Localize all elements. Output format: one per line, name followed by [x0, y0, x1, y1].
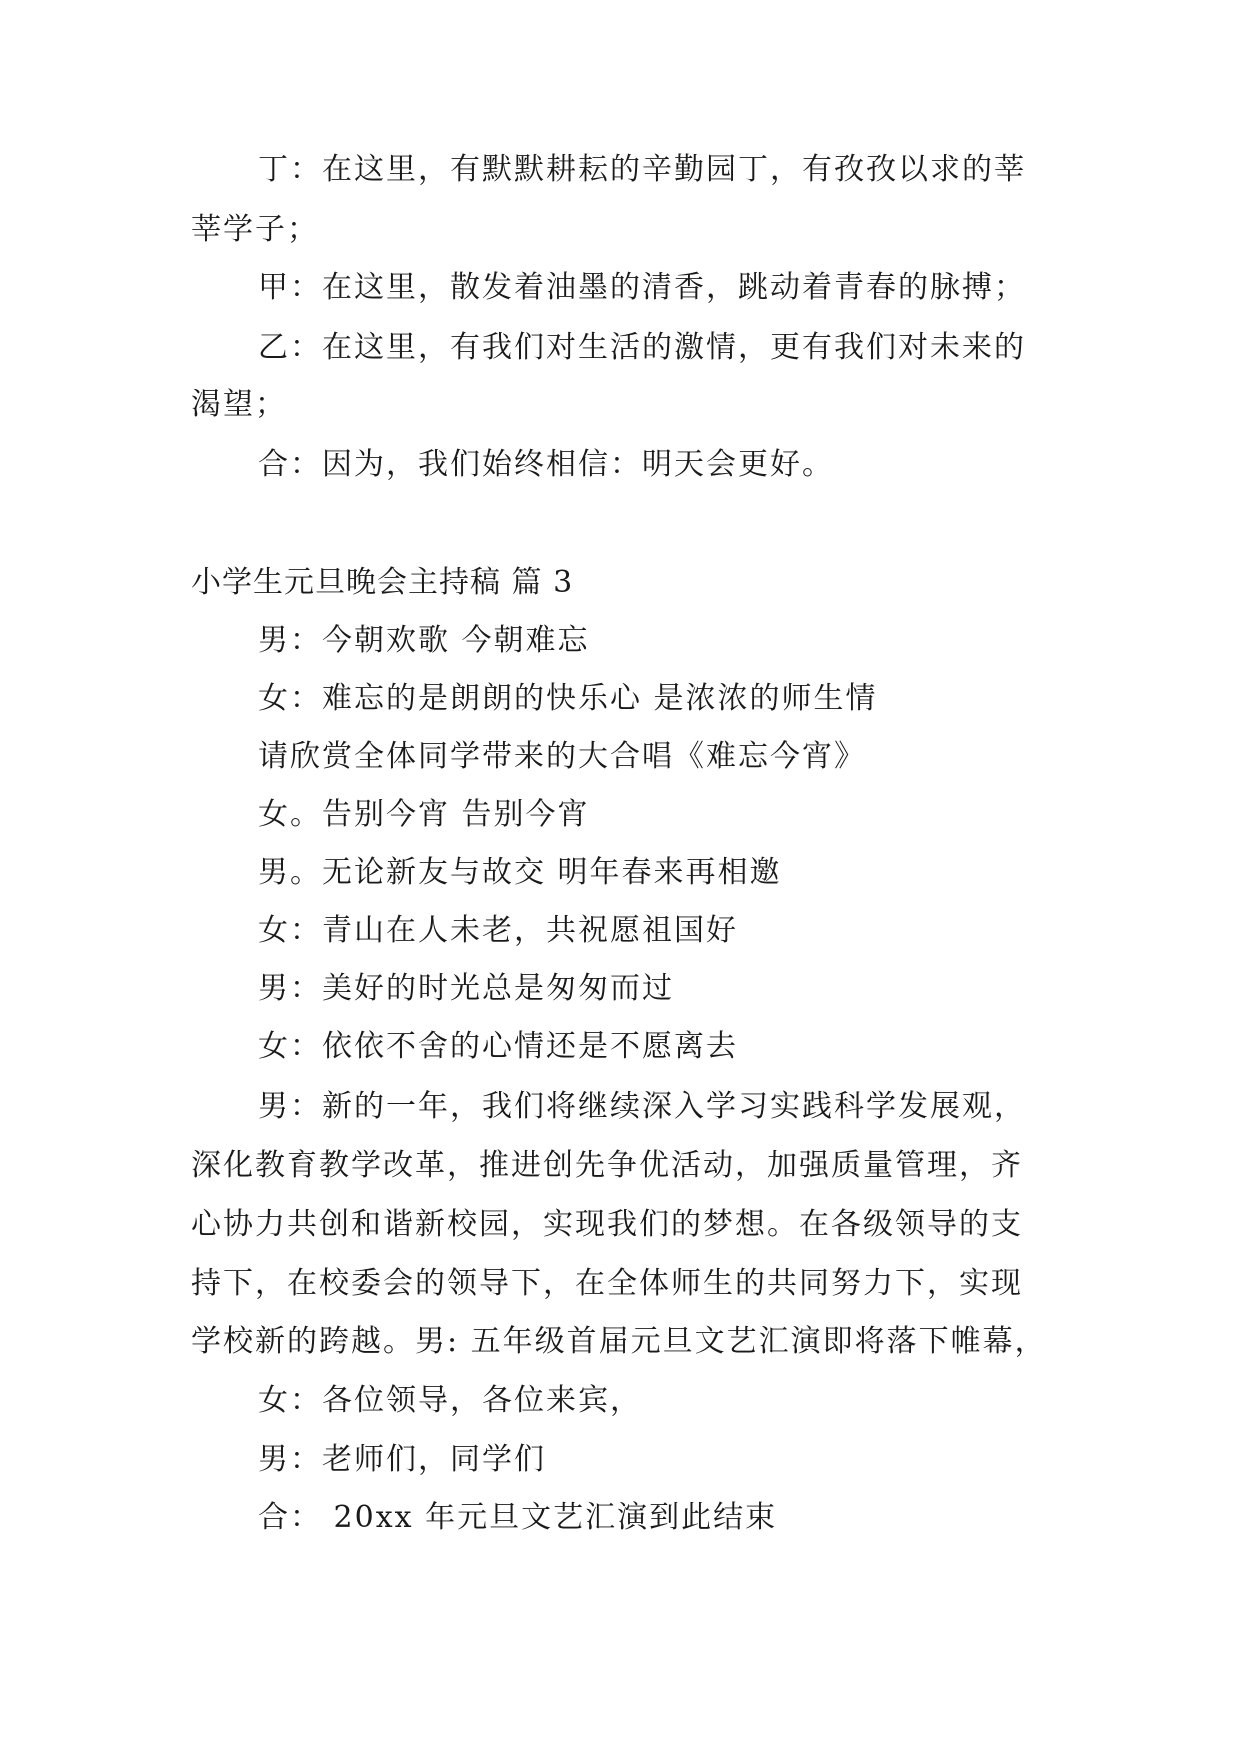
dialogue-line-he: 合：因为，我们始终相信：明天会更好。 [258, 447, 834, 482]
dialogue-line: 女：难忘的是朗朗的快乐心 是浓浓的师生情 [258, 681, 878, 716]
dialogue-line: 男：美好的时光总是匆匆而过 [258, 971, 674, 1006]
paragraph-line: 深化教育教学改革，推进创先争优活动，加强质量管理，齐 [191, 1148, 1023, 1183]
dialogue-line: 女：青山在人未老，共祝愿祖国好 [258, 913, 738, 948]
dialogue-line-jia: 甲：在这里，散发着油墨的清香，跳动着青春的脉搏； [258, 270, 1026, 305]
dialogue-line: 男：新的一年，我们将继续深入学习实践科学发展观， [258, 1089, 1026, 1124]
dialogue-line: 男：老师们，同学们 [258, 1442, 546, 1477]
dialogue-line: 合： 20xx 年元旦文艺汇演到此结束 [258, 1500, 778, 1535]
dialogue-line: 男。无论新友与故交 明年春来再相邀 [258, 855, 782, 890]
dialogue-line-yi: 乙：在这里，有我们对生活的激情，更有我们对未来的 [258, 330, 1026, 365]
dialogue-line-yi-cont: 渴望； [191, 387, 287, 422]
dialogue-line: 女：依依不舍的心情还是不愿离去 [258, 1029, 738, 1064]
paragraph-line: 心协力共创和谐新校园，实现我们的梦想。在各级领导的支 [191, 1207, 1023, 1242]
dialogue-line: 女：各位领导，各位来宾， [258, 1383, 642, 1418]
paragraph-line: 学校新的跨越。男: 五年级首届元旦文艺汇演即将落下帷幕， [191, 1324, 1047, 1359]
paragraph-line: 持下，在校委会的领导下，在全体师生的共同努力下，实现 [191, 1266, 1023, 1301]
dialogue-line-ding: 丁：在这里，有默默耕耘的辛勤园丁，有孜孜以求的莘 [258, 152, 1026, 187]
section-heading: 小学生元旦晚会主持稿 篇 3 [191, 565, 574, 600]
dialogue-line: 女。告别今宵 告别今宵 [258, 797, 590, 832]
dialogue-line: 男：今朝欢歌 今朝难忘 [258, 623, 590, 658]
dialogue-line: 请欣赏全体同学带来的大合唱《难忘今宵》 [258, 739, 866, 774]
dialogue-line-ding-cont: 莘学子； [191, 212, 319, 247]
